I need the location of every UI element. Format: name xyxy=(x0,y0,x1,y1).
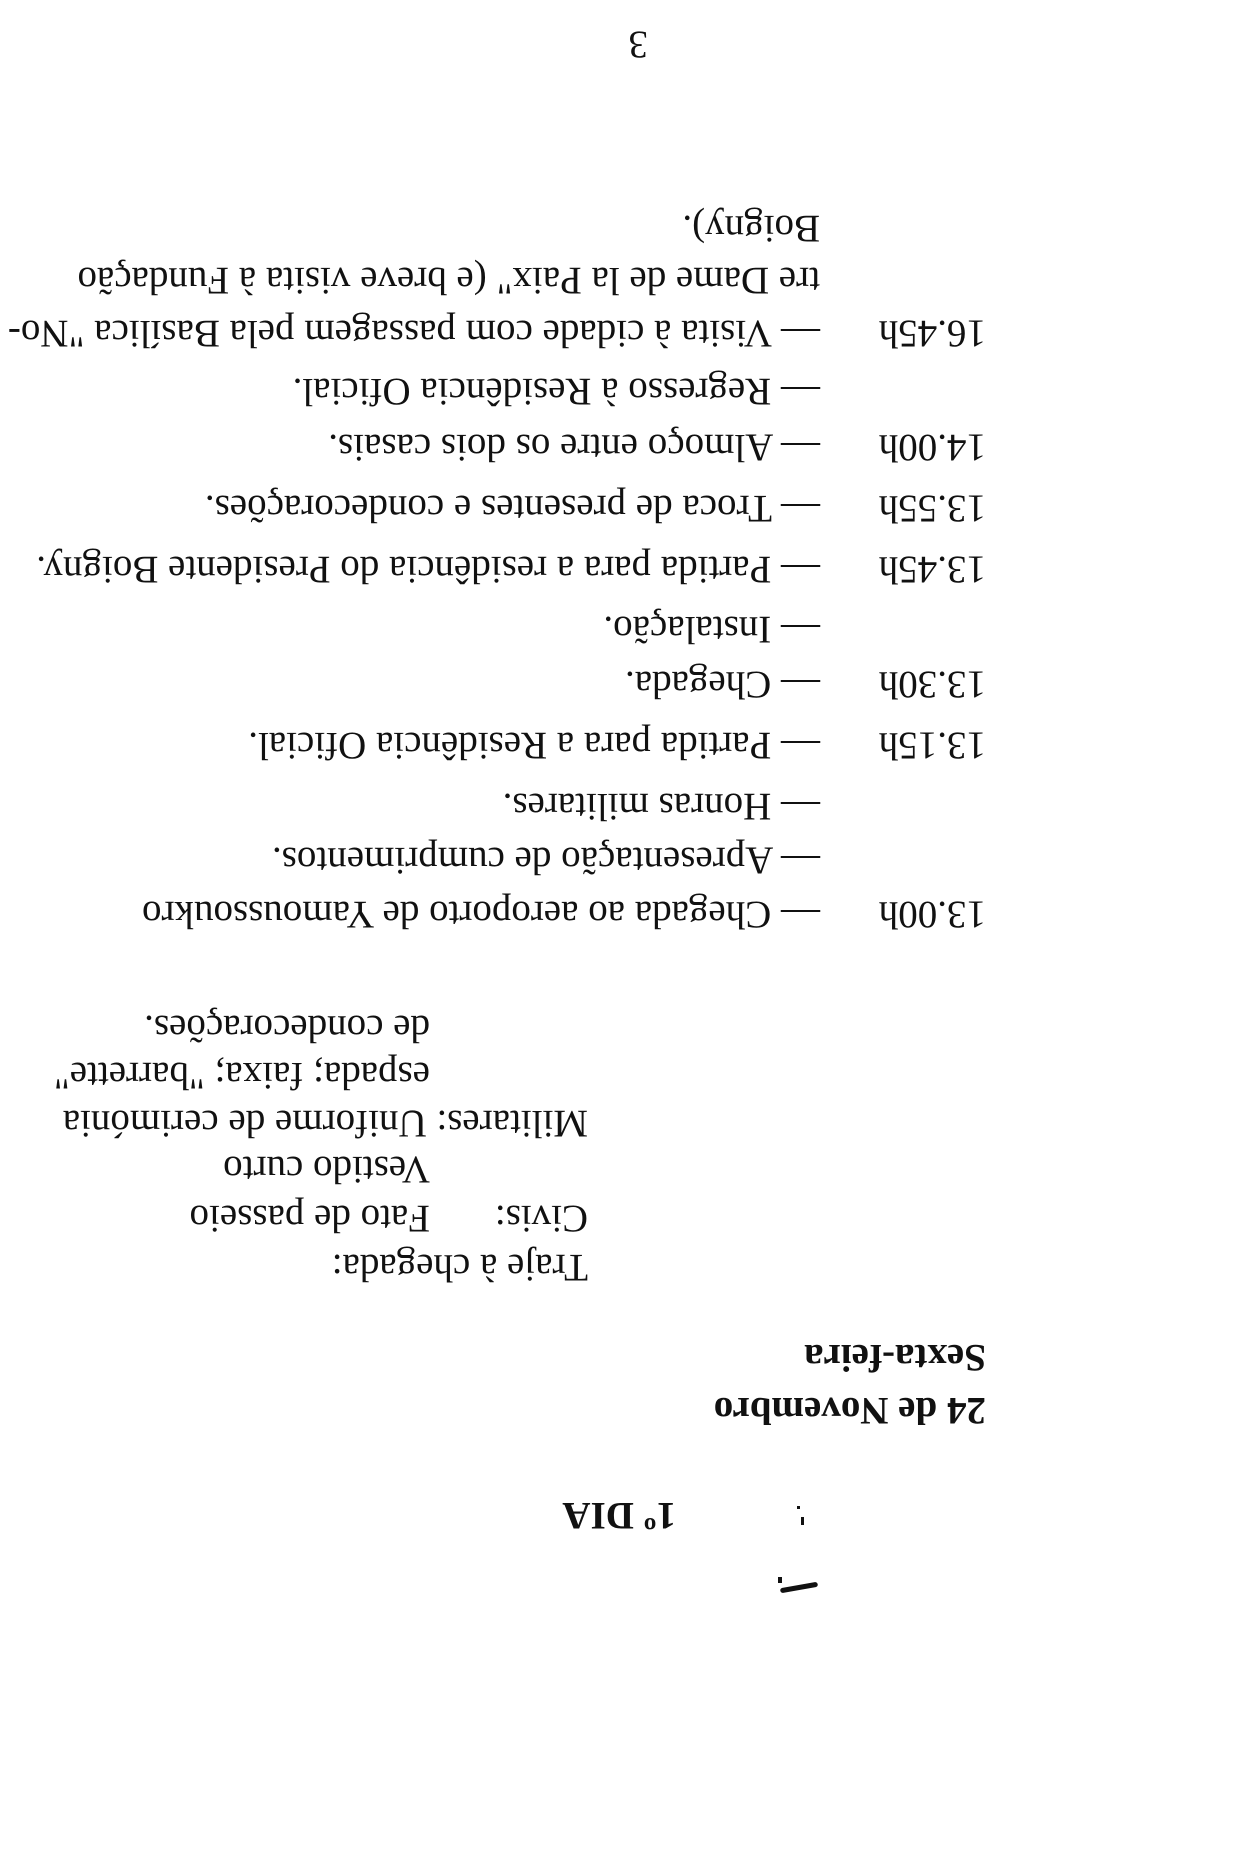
weekday-heading: Sexta-feira xyxy=(804,1336,986,1379)
schedule-item xyxy=(293,372,986,411)
schedule-text: — Regresso à Residência Oficial. xyxy=(292,370,820,413)
schedule-item xyxy=(142,895,986,934)
page-number: 3 xyxy=(628,23,648,66)
schedule-item xyxy=(205,489,986,528)
schedule-text: — Chegada. xyxy=(625,663,820,706)
scan-mark xyxy=(778,1577,782,1583)
schedule-text: — Visita à cidade com passagem pela Basílica "No- xyxy=(7,312,820,355)
schedule-item xyxy=(503,787,986,826)
date-heading: 24 de Novembro xyxy=(713,1389,986,1432)
schedule-time: 13.45h xyxy=(878,548,986,591)
schedule-text: — Almoço entre os dois casais. xyxy=(328,426,820,469)
schedule-item xyxy=(328,428,986,467)
schedule-item xyxy=(8,314,986,353)
schedule-item xyxy=(248,726,986,765)
attire-title: Traje à chegada: xyxy=(331,1246,588,1289)
attire-civis-line1: Fato de passeio xyxy=(189,1197,430,1240)
attire-civis-line2: Vestido curto xyxy=(223,1148,430,1191)
schedule-text: — Partida para a residência do Presidente Boigny. xyxy=(36,548,820,591)
attire-militares-line3: de condecorações. xyxy=(144,1007,430,1050)
scan-mark xyxy=(780,1582,818,1594)
schedule-time: 14.00h xyxy=(878,426,986,469)
schedule-text: — Troca de presentes e condecorações. xyxy=(204,487,820,530)
schedule-item xyxy=(603,610,986,649)
day-heading: 1º DIA xyxy=(562,1494,676,1537)
schedule-continuation: tre Dame de la Paix" (e breve visita à Fundação xyxy=(77,259,820,302)
scan-mark xyxy=(801,1517,804,1525)
schedule-item xyxy=(625,665,986,704)
schedule-item xyxy=(272,841,986,880)
schedule-time: 13.15h xyxy=(878,724,986,767)
schedule-text: — Apresentação de cumprimentos. xyxy=(272,839,820,882)
attire-militares-line2: espada; faixa; "barrette" xyxy=(53,1054,430,1097)
schedule-time: 13.00h xyxy=(878,893,986,936)
schedule-time: 13.55h xyxy=(878,487,986,530)
scan-mark xyxy=(797,1506,800,1509)
schedule-time: 16.45h xyxy=(878,312,986,355)
attire-militares-line1: Militares: Uniforme de cerimónia xyxy=(62,1102,588,1145)
schedule-text: — Partida para a Residência Oficial. xyxy=(248,724,820,767)
schedule-continuation: Boigny). xyxy=(682,207,820,250)
schedule-text: — Instalação. xyxy=(603,608,820,651)
schedule-item xyxy=(36,550,986,589)
attire-civis-label: Civis: xyxy=(494,1197,588,1240)
schedule-text: — Chegada ao aeroporto de Yamoussoukro xyxy=(141,893,820,936)
schedule-text: — Honras militares. xyxy=(502,785,820,828)
schedule-time: 13.30h xyxy=(878,663,986,706)
